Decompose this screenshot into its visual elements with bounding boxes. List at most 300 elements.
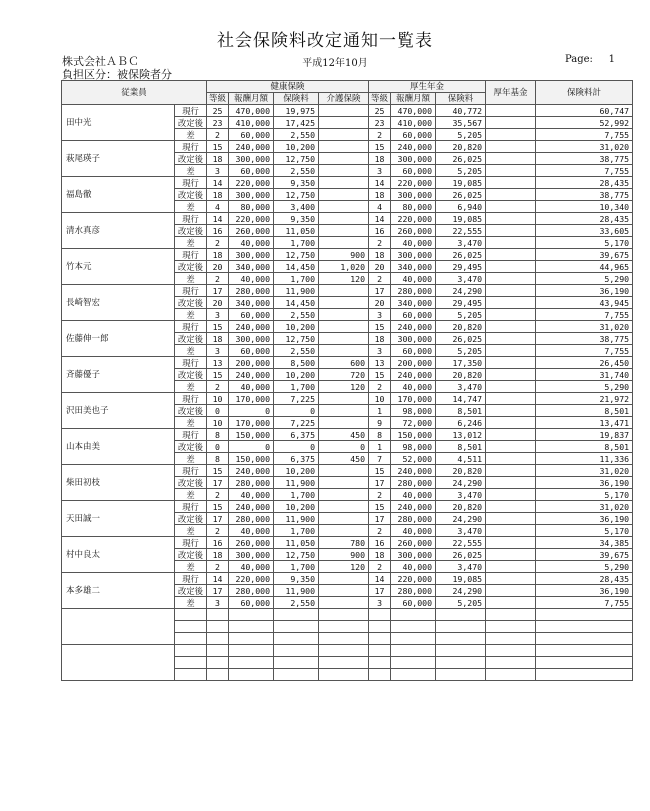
grade-cell: 8 <box>207 453 229 465</box>
empty-cell <box>369 657 391 669</box>
monthly-cell: 80,000 <box>229 201 274 213</box>
grade-cell: 25 <box>207 105 229 117</box>
pension-grade-cell: 2 <box>369 525 391 537</box>
pension-monthly-cell: 280,000 <box>391 477 436 489</box>
total-cell: 26,450 <box>536 357 633 369</box>
table-row <box>62 177 633 189</box>
pension-monthly-cell: 240,000 <box>391 465 436 477</box>
pension-monthly-cell: 52,000 <box>391 453 436 465</box>
burden-category: 負担区分：被保険者分 <box>62 68 172 81</box>
total-cell: 36,190 <box>536 285 633 297</box>
empty-cell <box>319 645 369 657</box>
total-cell: 28,435 <box>536 213 633 225</box>
premium-cell: 17,425 <box>274 117 319 129</box>
care-cell: 900 <box>319 549 369 561</box>
pension-fund-cell <box>486 381 536 393</box>
pension-premium-cell: 3,470 <box>436 561 486 573</box>
total-cell: 38,775 <box>536 153 633 165</box>
row-label: 差 <box>175 453 207 465</box>
empty-cell <box>436 609 486 621</box>
total-cell: 5,170 <box>536 489 633 501</box>
pension-monthly-cell: 240,000 <box>391 321 436 333</box>
care-cell: 120 <box>319 381 369 393</box>
total-cell: 36,190 <box>536 585 633 597</box>
grade-cell: 17 <box>207 285 229 297</box>
pension-monthly-cell: 170,000 <box>391 393 436 405</box>
pension-monthly-cell: 300,000 <box>391 333 436 345</box>
row-label: 現行 <box>175 105 207 117</box>
pension-grade-cell: 4 <box>369 201 391 213</box>
pension-fund-cell <box>486 369 536 381</box>
row-label: 現行 <box>175 249 207 261</box>
empty-cell <box>229 633 274 645</box>
monthly-cell: 200,000 <box>229 357 274 369</box>
care-cell: 120 <box>319 561 369 573</box>
pension-premium-cell: 26,025 <box>436 549 486 561</box>
pension-monthly-cell: 40,000 <box>391 489 436 501</box>
monthly-cell: 240,000 <box>229 141 274 153</box>
table-body <box>62 105 633 681</box>
pension-fund-cell <box>486 117 536 129</box>
grade-cell: 10 <box>207 417 229 429</box>
pension-grade-cell: 15 <box>369 321 391 333</box>
employee-name: 天田誠一 <box>62 501 175 537</box>
pension-grade-cell: 10 <box>369 393 391 405</box>
grade-cell: 16 <box>207 225 229 237</box>
row-label: 差 <box>175 129 207 141</box>
pension-grade-cell: 2 <box>369 237 391 249</box>
table-row <box>62 501 633 513</box>
pension-fund-cell <box>486 405 536 417</box>
total-cell: 5,290 <box>536 381 633 393</box>
empty-cell <box>207 621 229 633</box>
pension-monthly-cell: 280,000 <box>391 285 436 297</box>
care-cell <box>319 237 369 249</box>
premium-cell: 9,350 <box>274 213 319 225</box>
pension-monthly-cell: 410,000 <box>391 117 436 129</box>
pension-grade-cell: 18 <box>369 333 391 345</box>
row-label: 差 <box>175 309 207 321</box>
empty-cell <box>536 669 633 681</box>
pension-fund-cell <box>486 285 536 297</box>
pension-monthly-cell: 300,000 <box>391 189 436 201</box>
pension-premium-cell: 17,350 <box>436 357 486 369</box>
monthly-cell: 60,000 <box>229 129 274 141</box>
grade-cell: 17 <box>207 585 229 597</box>
row-label: 改定後 <box>175 117 207 129</box>
grade-cell: 2 <box>207 525 229 537</box>
monthly-cell: 150,000 <box>229 453 274 465</box>
pension-premium-cell: 35,567 <box>436 117 486 129</box>
total-cell: 5,290 <box>536 273 633 285</box>
premium-cell: 0 <box>274 405 319 417</box>
premium-cell: 11,900 <box>274 513 319 525</box>
monthly-cell: 410,000 <box>229 117 274 129</box>
empty-cell <box>175 645 207 657</box>
total-cell: 38,775 <box>536 333 633 345</box>
pension-fund-cell <box>486 141 536 153</box>
total-cell: 5,170 <box>536 237 633 249</box>
total-cell: 60,747 <box>536 105 633 117</box>
monthly-cell: 40,000 <box>229 237 274 249</box>
grade-cell: 16 <box>207 537 229 549</box>
row-label: 改定後 <box>175 405 207 417</box>
care-cell <box>319 597 369 609</box>
monthly-cell: 260,000 <box>229 537 274 549</box>
total-cell: 7,755 <box>536 129 633 141</box>
row-label: 差 <box>175 237 207 249</box>
premium-cell: 10,200 <box>274 501 319 513</box>
care-cell <box>319 129 369 141</box>
monthly-cell: 280,000 <box>229 285 274 297</box>
premium-cell: 11,900 <box>274 477 319 489</box>
grade-cell: 15 <box>207 501 229 513</box>
page-label: Page: <box>565 54 593 65</box>
table-row <box>62 393 633 405</box>
row-label: 改定後 <box>175 225 207 237</box>
empty-cell <box>62 645 175 681</box>
empty-cell <box>319 669 369 681</box>
employee-name: 田中光 <box>62 105 175 141</box>
grade-cell: 15 <box>207 321 229 333</box>
pension-premium-cell: 5,205 <box>436 345 486 357</box>
pension-fund-cell <box>486 489 536 501</box>
premium-cell: 19,975 <box>274 105 319 117</box>
total-cell: 36,190 <box>536 477 633 489</box>
row-label: 現行 <box>175 429 207 441</box>
grade-cell: 3 <box>207 165 229 177</box>
premium-cell: 11,050 <box>274 225 319 237</box>
pension-grade-cell: 18 <box>369 249 391 261</box>
total-cell: 13,471 <box>536 417 633 429</box>
pension-premium-cell: 19,085 <box>436 213 486 225</box>
total-cell: 7,755 <box>536 597 633 609</box>
care-cell <box>319 333 369 345</box>
row-label: 改定後 <box>175 549 207 561</box>
page-indicator <box>565 54 615 65</box>
monthly-cell: 280,000 <box>229 585 274 597</box>
monthly-cell: 60,000 <box>229 309 274 321</box>
pension-premium-cell: 26,025 <box>436 153 486 165</box>
empty-cell <box>391 609 436 621</box>
total-cell: 44,965 <box>536 261 633 273</box>
pension-monthly-cell: 80,000 <box>391 201 436 213</box>
empty-cell <box>274 633 319 645</box>
row-label: 改定後 <box>175 261 207 273</box>
total-cell: 8,501 <box>536 405 633 417</box>
grade-cell: 15 <box>207 141 229 153</box>
employee-name: 山本由美 <box>62 429 175 465</box>
pension-monthly-cell: 60,000 <box>391 309 436 321</box>
pension-grade-cell: 3 <box>369 165 391 177</box>
header-pension-premium: 保険料 <box>436 93 486 105</box>
total-cell: 19,837 <box>536 429 633 441</box>
pension-premium-cell: 19,085 <box>436 573 486 585</box>
empty-cell <box>391 669 436 681</box>
empty-cell <box>319 609 369 621</box>
pension-monthly-cell: 72,000 <box>391 417 436 429</box>
pension-premium-cell: 6,246 <box>436 417 486 429</box>
pension-fund-cell <box>486 561 536 573</box>
monthly-cell: 220,000 <box>229 213 274 225</box>
row-label: 現行 <box>175 501 207 513</box>
grade-cell: 20 <box>207 261 229 273</box>
premium-cell: 10,200 <box>274 321 319 333</box>
monthly-cell: 150,000 <box>229 429 274 441</box>
total-cell: 39,675 <box>536 549 633 561</box>
pension-grade-cell: 7 <box>369 453 391 465</box>
pension-grade-cell: 14 <box>369 177 391 189</box>
pension-fund-cell <box>486 585 536 597</box>
empty-cell <box>175 669 207 681</box>
pension-grade-cell: 17 <box>369 477 391 489</box>
row-label: 差 <box>175 489 207 501</box>
empty-cell <box>391 657 436 669</box>
empty-cell <box>536 657 633 669</box>
pension-monthly-cell: 40,000 <box>391 561 436 573</box>
empty-cell <box>391 633 436 645</box>
employee-name: 萩尾瑛子 <box>62 141 175 177</box>
pension-grade-cell: 3 <box>369 309 391 321</box>
pension-fund-cell <box>486 513 536 525</box>
pension-monthly-cell: 300,000 <box>391 153 436 165</box>
pension-grade-cell: 14 <box>369 213 391 225</box>
monthly-cell: 40,000 <box>229 525 274 537</box>
grade-cell: 14 <box>207 573 229 585</box>
empty-cell <box>175 633 207 645</box>
pension-monthly-cell: 260,000 <box>391 225 436 237</box>
pension-premium-cell: 26,025 <box>436 189 486 201</box>
care-cell: 120 <box>319 273 369 285</box>
pension-monthly-cell: 340,000 <box>391 261 436 273</box>
pension-grade-cell: 2 <box>369 381 391 393</box>
monthly-cell: 240,000 <box>229 465 274 477</box>
report-title: 社会保険料改定通知一覧表 <box>217 31 433 51</box>
premium-cell: 1,700 <box>274 561 319 573</box>
pension-fund-cell <box>486 537 536 549</box>
care-cell <box>319 297 369 309</box>
empty-cell <box>536 609 633 621</box>
pension-premium-cell: 20,820 <box>436 501 486 513</box>
pension-monthly-cell: 240,000 <box>391 501 436 513</box>
pension-premium-cell: 24,290 <box>436 477 486 489</box>
table-row <box>62 465 633 477</box>
pension-premium-cell: 24,290 <box>436 513 486 525</box>
header-health-insurance: 健康保険 <box>207 81 369 93</box>
row-label: 現行 <box>175 321 207 333</box>
care-cell <box>319 393 369 405</box>
empty-cell <box>229 645 274 657</box>
empty-cell <box>391 621 436 633</box>
total-cell: 11,336 <box>536 453 633 465</box>
premium-cell: 11,900 <box>274 285 319 297</box>
empty-cell <box>274 621 319 633</box>
monthly-cell: 240,000 <box>229 369 274 381</box>
empty-cell <box>207 609 229 621</box>
header-employee: 従業員 <box>62 81 207 105</box>
pension-grade-cell: 18 <box>369 153 391 165</box>
pension-premium-cell: 26,025 <box>436 249 486 261</box>
empty-cell <box>319 621 369 633</box>
pension-premium-cell: 5,205 <box>436 129 486 141</box>
pension-premium-cell: 8,501 <box>436 441 486 453</box>
table-row <box>62 213 633 225</box>
grade-cell: 14 <box>207 177 229 189</box>
employee-name: 長崎智宏 <box>62 285 175 321</box>
row-label: 改定後 <box>175 333 207 345</box>
grade-cell: 20 <box>207 297 229 309</box>
pension-grade-cell: 20 <box>369 261 391 273</box>
care-cell <box>319 225 369 237</box>
empty-cell <box>486 645 536 657</box>
premium-cell: 3,400 <box>274 201 319 213</box>
care-cell <box>319 117 369 129</box>
pension-premium-cell: 29,495 <box>436 261 486 273</box>
employee-name: 福島徹 <box>62 177 175 213</box>
care-cell <box>319 105 369 117</box>
total-cell: 39,675 <box>536 249 633 261</box>
pension-fund-cell <box>486 225 536 237</box>
care-cell <box>319 213 369 225</box>
total-cell: 7,755 <box>536 165 633 177</box>
pension-fund-cell <box>486 153 536 165</box>
pension-fund-cell <box>486 213 536 225</box>
pension-monthly-cell: 280,000 <box>391 513 436 525</box>
pension-fund-cell <box>486 309 536 321</box>
empty-cell <box>207 669 229 681</box>
pension-fund-cell <box>486 597 536 609</box>
pension-fund-cell <box>486 573 536 585</box>
total-cell: 8,501 <box>536 441 633 453</box>
row-label: 現行 <box>175 141 207 153</box>
monthly-cell: 40,000 <box>229 273 274 285</box>
pension-grade-cell: 23 <box>369 117 391 129</box>
care-cell <box>319 513 369 525</box>
pension-grade-cell: 8 <box>369 429 391 441</box>
pension-monthly-cell: 150,000 <box>391 429 436 441</box>
pension-grade-cell: 9 <box>369 417 391 429</box>
premium-cell: 1,700 <box>274 381 319 393</box>
row-label: 差 <box>175 165 207 177</box>
monthly-cell: 40,000 <box>229 561 274 573</box>
premium-cell: 2,550 <box>274 597 319 609</box>
monthly-cell: 300,000 <box>229 549 274 561</box>
total-cell: 7,755 <box>536 309 633 321</box>
grade-cell: 18 <box>207 333 229 345</box>
row-label: 改定後 <box>175 441 207 453</box>
care-cell <box>319 141 369 153</box>
empty-cell <box>436 621 486 633</box>
premium-cell: 6,375 <box>274 429 319 441</box>
monthly-cell: 260,000 <box>229 225 274 237</box>
pension-premium-cell: 29,495 <box>436 297 486 309</box>
pension-fund-cell <box>486 393 536 405</box>
grade-cell: 2 <box>207 273 229 285</box>
row-label: 差 <box>175 273 207 285</box>
empty-cell <box>319 633 369 645</box>
pension-premium-cell: 14,747 <box>436 393 486 405</box>
row-label: 改定後 <box>175 369 207 381</box>
pension-monthly-cell: 60,000 <box>391 597 436 609</box>
row-label: 差 <box>175 417 207 429</box>
pension-monthly-cell: 280,000 <box>391 585 436 597</box>
empty-cell <box>62 609 175 645</box>
row-label: 改定後 <box>175 189 207 201</box>
grade-cell: 3 <box>207 597 229 609</box>
grade-cell: 2 <box>207 129 229 141</box>
pension-monthly-cell: 40,000 <box>391 381 436 393</box>
header-health-monthly: 報酬月額 <box>229 93 274 105</box>
grade-cell: 0 <box>207 405 229 417</box>
pension-grade-cell: 17 <box>369 513 391 525</box>
pension-fund-cell <box>486 501 536 513</box>
pension-fund-cell <box>486 249 536 261</box>
premium-cell: 14,450 <box>274 261 319 273</box>
empty-cell <box>229 609 274 621</box>
premium-cell: 9,350 <box>274 177 319 189</box>
header-health-grade: 等級 <box>207 93 229 105</box>
premium-cell: 7,225 <box>274 417 319 429</box>
row-label: 改定後 <box>175 153 207 165</box>
pension-monthly-cell: 240,000 <box>391 369 436 381</box>
monthly-cell: 300,000 <box>229 333 274 345</box>
pension-monthly-cell: 340,000 <box>391 297 436 309</box>
row-label: 差 <box>175 381 207 393</box>
empty-cell <box>486 669 536 681</box>
empty-cell <box>536 621 633 633</box>
empty-cell <box>229 669 274 681</box>
care-cell <box>319 405 369 417</box>
care-cell <box>319 585 369 597</box>
monthly-cell: 220,000 <box>229 177 274 189</box>
care-cell <box>319 477 369 489</box>
care-cell <box>319 501 369 513</box>
grade-cell: 0 <box>207 441 229 453</box>
table-row <box>62 285 633 297</box>
pension-grade-cell: 20 <box>369 297 391 309</box>
pension-grade-cell: 15 <box>369 369 391 381</box>
monthly-cell: 40,000 <box>229 381 274 393</box>
pension-premium-cell: 26,025 <box>436 333 486 345</box>
pension-fund-cell <box>486 201 536 213</box>
grade-cell: 15 <box>207 465 229 477</box>
premium-cell: 11,050 <box>274 537 319 549</box>
row-label: 改定後 <box>175 477 207 489</box>
row-label: 改定後 <box>175 297 207 309</box>
pension-grade-cell: 2 <box>369 129 391 141</box>
pension-fund-cell <box>486 273 536 285</box>
pension-monthly-cell: 40,000 <box>391 237 436 249</box>
pension-grade-cell: 15 <box>369 465 391 477</box>
premium-cell: 1,700 <box>274 525 319 537</box>
care-cell: 0 <box>319 441 369 453</box>
total-cell: 31,020 <box>536 465 633 477</box>
care-cell: 900 <box>319 249 369 261</box>
care-cell <box>319 165 369 177</box>
pension-premium-cell: 3,470 <box>436 381 486 393</box>
row-label: 差 <box>175 597 207 609</box>
employee-name: 清水真彦 <box>62 213 175 249</box>
total-cell: 31,020 <box>536 501 633 513</box>
pension-monthly-cell: 40,000 <box>391 525 436 537</box>
monthly-cell: 340,000 <box>229 261 274 273</box>
pension-grade-cell: 17 <box>369 285 391 297</box>
care-cell <box>319 321 369 333</box>
premium-cell: 12,750 <box>274 189 319 201</box>
pension-monthly-cell: 260,000 <box>391 537 436 549</box>
grade-cell: 15 <box>207 369 229 381</box>
pension-monthly-cell: 98,000 <box>391 441 436 453</box>
